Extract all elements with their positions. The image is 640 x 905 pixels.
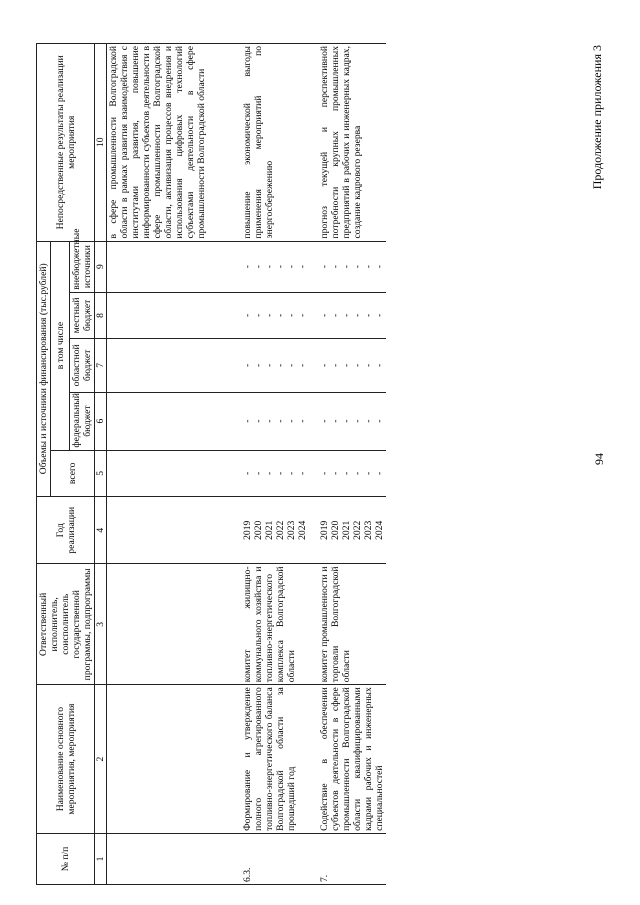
col-num: 7 (95, 339, 107, 392)
extrabudget-values: - - - - - - (241, 241, 309, 292)
col-num: 9 (95, 241, 107, 292)
total-values: - - - - - - (309, 450, 386, 496)
header-regional: областной бюджет (70, 339, 95, 392)
result-text: повышение экономической выгоды применения мероприятий по энергосбережению (241, 44, 309, 242)
col-num: 5 (95, 450, 107, 496)
header-results: Непосредственные результаты реализации мероприятия (37, 44, 95, 242)
col-num: 2 (95, 685, 107, 834)
regional-values: - - - - - - (241, 339, 309, 392)
col-num: 4 (95, 497, 107, 564)
executor: комитет жилищно-коммунального хозяйства и топливно-энергетического комплекса Волгоградской области (241, 564, 309, 685)
page-number: 94 (592, 453, 606, 465)
activity-name: Содействие в обеспечении субъектов деятельности в сфере промышленности Волгоградской области квалифицированными кадрами рабочих и инженерных специальностей (309, 685, 386, 834)
continuation-label: Продолжение приложения 3 (590, 45, 604, 190)
program-table (36, 43, 386, 885)
header-activity-name: Наименование основного мероприятия, мероприятия (37, 685, 95, 834)
federal-values: - - - - - - (309, 392, 386, 450)
table-row (309, 44, 386, 885)
result-text: прогноз текущей и перспективной потребности крупных промышленных предприятий в рабочих и инженерных кадрах, создание кадрового резерва (309, 44, 386, 242)
header-extrabudget: внебюджетные источники (70, 241, 95, 292)
local-values: - - - - - - (241, 292, 309, 338)
table-row (107, 44, 241, 885)
executor: комитет промышленности и торговли Волгоградской области (309, 564, 386, 685)
result-text: в сфере промышленности Волгоградской области в рамках развития взаимодействия с институтами развития, повышение информированности субъектов деятельности в сфере промышленности Волгоградской области, активизация процессов внедрения и использования цифровых технологий субъектами деятельности в сфере промышленности Волгоградской области (107, 44, 241, 242)
col-num: 3 (95, 564, 107, 685)
header-year: Год реализации (37, 497, 95, 564)
header-total: всего (51, 450, 95, 496)
header-funding: Объемы и источники финансирования (тыс.рублей) (37, 241, 51, 497)
table-row (241, 44, 309, 885)
header-local: местный бюджет (70, 292, 95, 338)
header-federal: федеральный бюджет (70, 392, 95, 450)
header-executor: Ответственный исполнитель, соисполнитель государственной программы, подпрограммы (37, 564, 95, 685)
activity-name: Формирование и утверждение полного агрегированного топливно-энергетического баланса Волгоградской области за прошедший год (241, 685, 309, 834)
row-number: 7. (309, 833, 386, 884)
col-num: 8 (95, 292, 107, 338)
total-values: - - - - - - (241, 450, 309, 496)
years-cell: 2019 2020 2021 2022 2023 2024 (241, 497, 309, 564)
federal-values: - - - - - - (241, 392, 309, 450)
local-values: - - - - - - (309, 292, 386, 338)
header-number: № п/п (37, 833, 95, 884)
extrabudget-values: - - - - - - (309, 241, 386, 292)
col-num: 6 (95, 392, 107, 450)
col-num: 10 (95, 44, 107, 242)
col-num: 1 (95, 833, 107, 884)
regional-values: - - - - - - (309, 339, 386, 392)
header-including: в том числе (51, 241, 70, 450)
row-number: 6.3. (241, 833, 309, 884)
years-cell: 2019 2020 2021 2022 2023 2024 (309, 497, 386, 564)
